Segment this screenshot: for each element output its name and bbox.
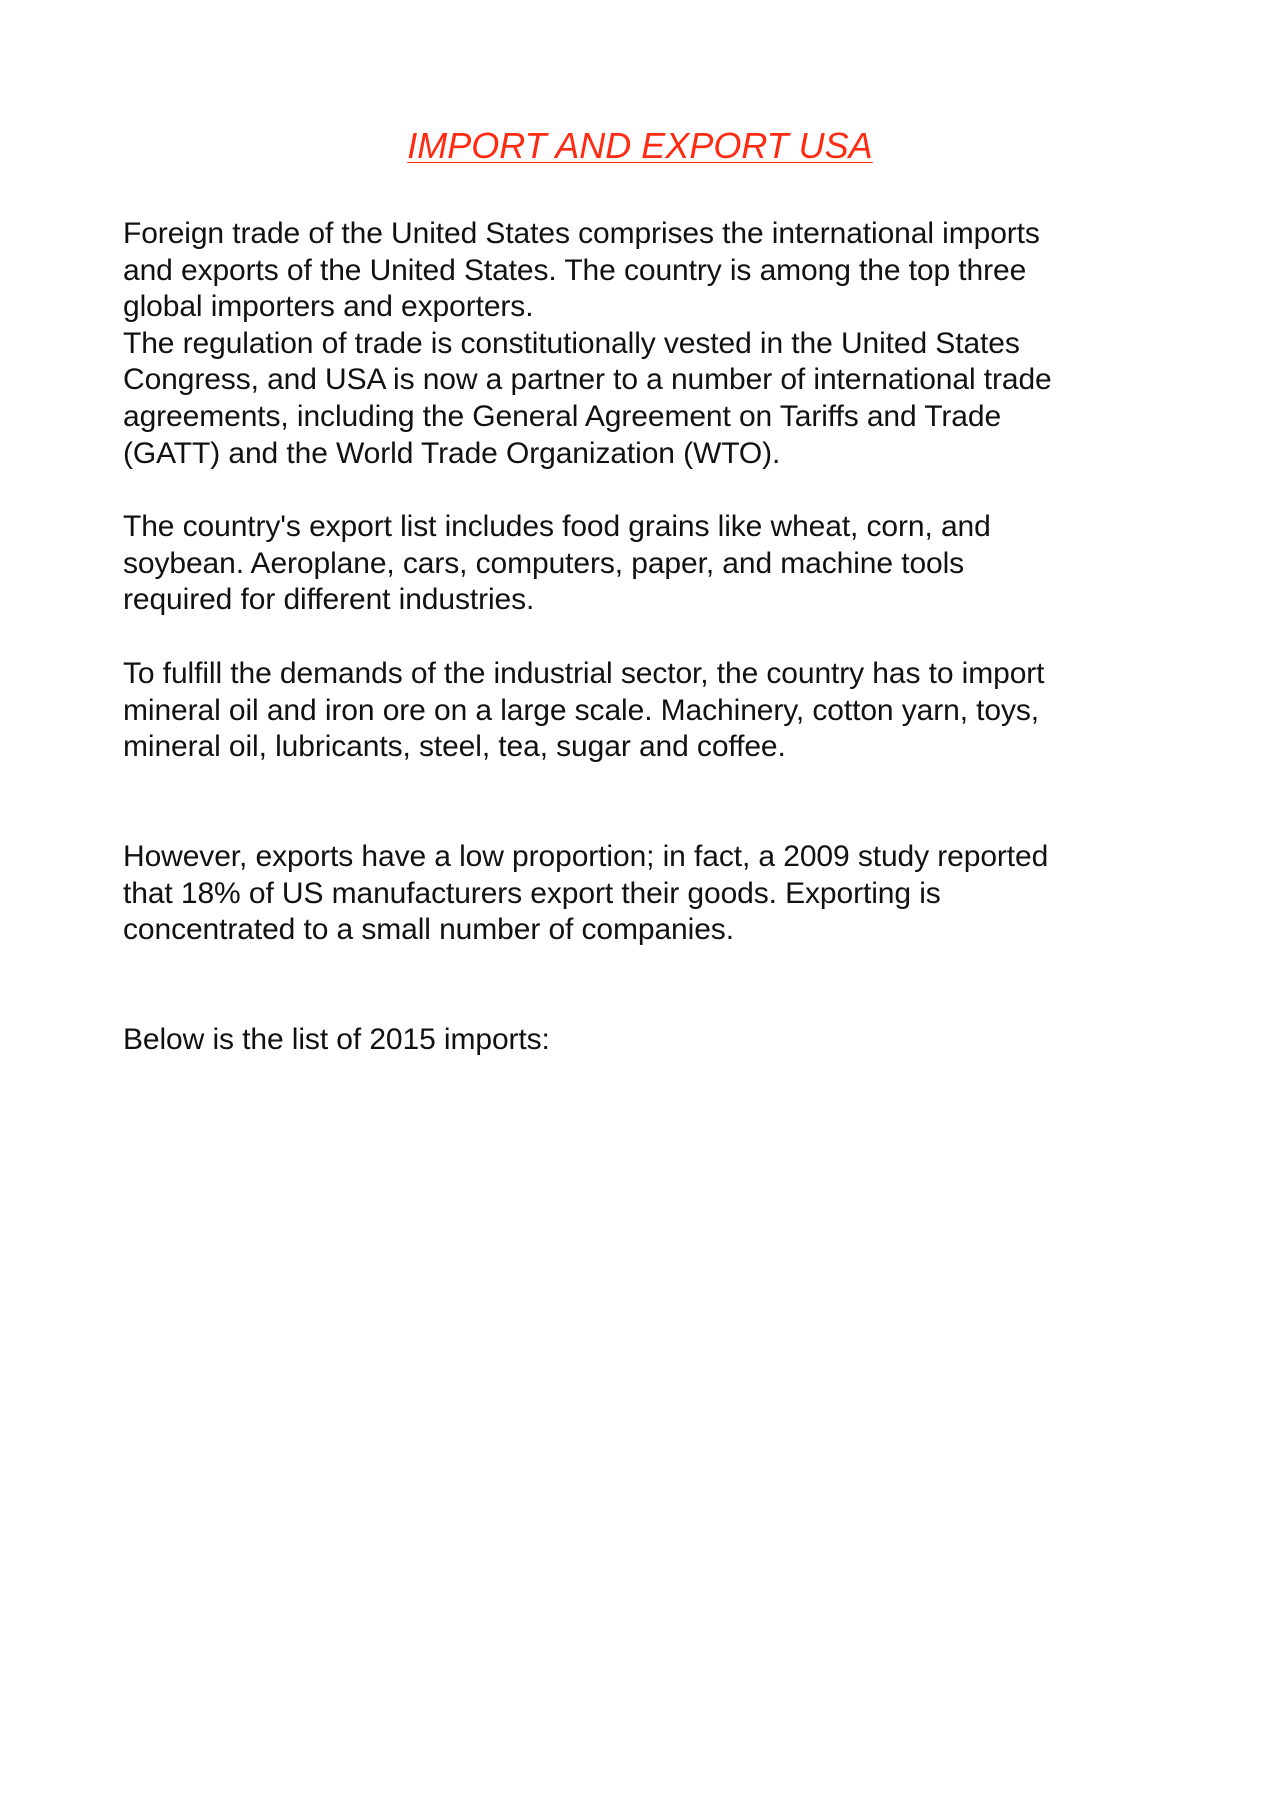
- paragraph-line: Foreign trade of the United States comprises the international imports: [123, 217, 1040, 250]
- paragraph-line: required for different industries.: [123, 583, 535, 617]
- paragraph-line: Below is the list of 2015 imports:: [123, 1023, 550, 1056]
- paragraph-line: mineral oil and iron ore on a large scale. Machinery, cotton yarn, toys,: [123, 693, 1040, 727]
- paragraph-line: soybean. Aeroplane, cars, computers, paper, and machine tools: [123, 546, 965, 580]
- paragraph-export-list: [123, 509, 1183, 619]
- paragraph-trade-overview: [123, 216, 1183, 472]
- paragraph-line: To fulfill the demands of the industrial sector, the country has to import: [123, 657, 1045, 690]
- paragraph-line: However, exports have a low proportion; in fact, a 2009 study reported: [123, 840, 1049, 873]
- paragraph-line: agreements, including the General Agreement on Tariffs and Trade: [123, 399, 1002, 433]
- paragraph-import-needs: [123, 656, 1183, 766]
- paragraph-line: concentrated to a small number of companies.: [123, 913, 734, 947]
- paragraph-line: Congress, and USA is now a partner to a number of international trade: [123, 363, 1052, 397]
- paragraph-line: mineral oil, lubricants, steel, tea, sugar and coffee.: [123, 730, 786, 764]
- paragraph-line: and exports of the United States. The country is among the top three: [123, 253, 1027, 287]
- paragraph-line: that 18% of US manufacturers export their goods. Exporting is: [123, 876, 941, 910]
- paragraph-export-proportion: [123, 839, 1183, 949]
- paragraph-line: (GATT) and the World Trade Organization (WTO).: [123, 436, 781, 470]
- paragraph-line: global importers and exporters.: [123, 290, 534, 324]
- document-title: IMPORT AND EXPORT USA: [407, 125, 873, 166]
- paragraph-imports-intro: [123, 1022, 1183, 1059]
- paragraph-line: The regulation of trade is constitutionally vested in the United States: [123, 326, 1020, 360]
- paragraph-line: The country's export list includes food grains like wheat, corn, and: [123, 510, 991, 543]
